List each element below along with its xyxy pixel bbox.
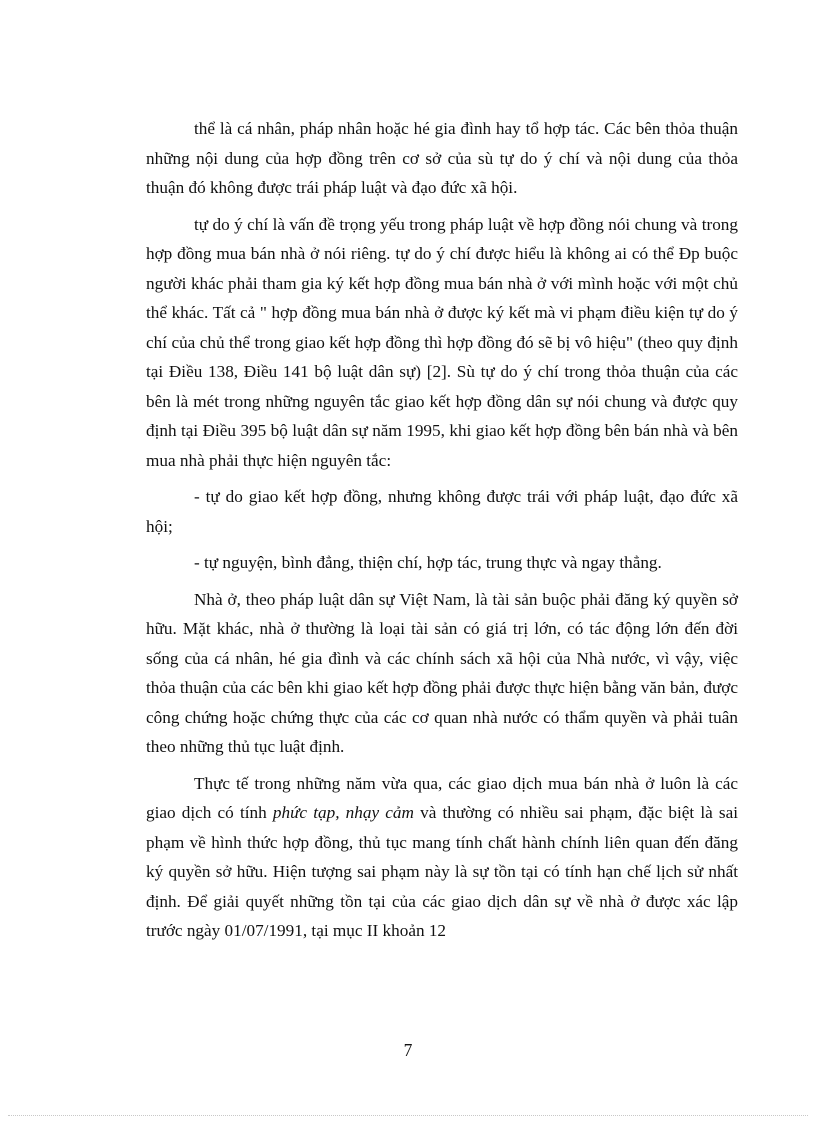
paragraph-3-text: Nhà ở, theo pháp luật dân sự Việt Nam, là tài sản buộc phải đăng ký quyền sở hữu. Mặt khác, nhà ở thường là loại tài sản có giá trị lớn, có tác động lớn đến đời sống của cá nhân, hé gia đình và các chính sách xã hội của Nhà nước, vì vậy, việc thỏa thuận của các bên khi giao kết hợp đồng phải được thực hiện bằng văn bản, được công chứng hoặc chứng thực của các cơ quan nhà nước có thẩm quyền và phải tuân theo những thủ tục luật định.	[146, 589, 738, 756]
page-bottom-border	[8, 1115, 808, 1116]
principle-item-2-text: - tự nguyện, bình đẳng, thiện chí, hợp tác, trung thực và ngay thẳng.	[194, 553, 662, 572]
paragraph-1-text: thể là cá nhân, pháp nhân hoặc hé gia đình hay tổ hợp tác. Các bên thỏa thuận những nội dung của hợp đồng trên cơ sở của sù tự do ý chí và nội dung của thỏa thuận đó không được trái pháp luật và đạo đức xã hội.	[146, 119, 738, 197]
principle-item-2	[146, 548, 738, 578]
paragraph-4-text-b: và thường có nhiều sai phạm, đặc biệt là sai phạm về hình thức hợp đồng, thủ tục mang tính chất hành chính liên quan đến đăng ký quyền sở hữu. Hiện tượng sai phạm này là sự tồn tại có tính hạn chế lịch sử nhất định. Để giải quyết những tồn tại của các giao dịch dân sự về nhà ở được xác lập trước ngày 01/07/1991, tại mục II khoản 12	[146, 803, 738, 940]
paragraph-4-emphasis: phức tạp, nhạy cảm	[272, 803, 414, 822]
paragraph-2	[146, 210, 738, 476]
document-body	[146, 114, 738, 953]
paragraph-1	[146, 114, 738, 203]
paragraph-4-text-a: Thực tế trong những năm vừa qua, các giao dịch mua bán nhà ở luôn là các giao dịch có tính	[146, 773, 738, 822]
paragraph-2-text: tự do ý chí là vấn đề trọng yếu trong pháp luật về hợp đồng nói chung và trong hợp đồng mua bán nhà ở nói riêng. tự do ý chí được hiểu là không ai có thể Ðp buộc người khác phải tham gia ký kết hợp đồng mua bán nhà ở với mình hoặc với một chủ thể khác. Tất cả " hợp đồng mua bán nhà ở được ký kết mà vi phạm điều kiện tự do ý chí của chủ thể trong giao kết hợp đồng thì hợp đồng đó sẽ bị vô hiệu" (theo quy định tại Điều 138, Điều 141 bộ luật dân sự) [2]. Sù tự do ý chí trong thỏa thuận của các bên là mét trong những nguyên tắc giao kết hợp đồng dân sự nói chung và được quy định tại Điều 395 bộ luật dân sự năm 1995, khi giao kết hợp đồng bên bán nhà và bên mua nhà phải thực hiện nguyên tắc:	[146, 214, 738, 470]
principle-item-1	[146, 482, 738, 541]
paragraph-3	[146, 585, 738, 762]
page-number: 7	[403, 1040, 413, 1060]
paragraph-4	[146, 769, 738, 946]
principle-item-1-text: - tự do giao kết hợp đồng, nhưng không được trái với pháp luật, đạo đức xã hội;	[146, 487, 738, 536]
